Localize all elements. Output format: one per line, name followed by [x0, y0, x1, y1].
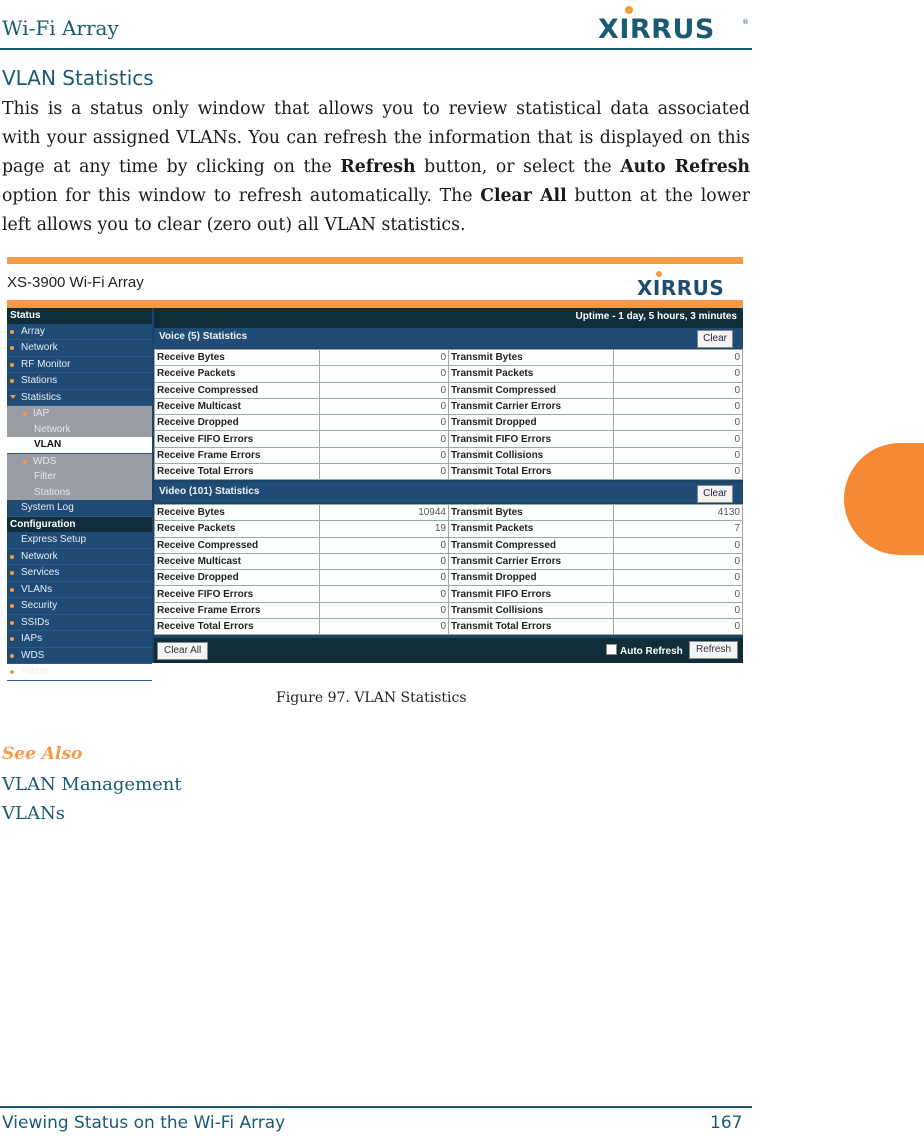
rx-label: Receive Compressed — [155, 537, 320, 553]
footer-chapter-title: Viewing Status on the Wi-Fi Array — [2, 1113, 286, 1133]
sidebar-item-filter[interactable] — [7, 469, 152, 485]
rx-value: 0 — [320, 447, 449, 463]
sidebar-item-label: Express Setup — [21, 534, 87, 545]
tx-value: 0 — [614, 431, 743, 447]
sidebar-item-label: Status — [10, 310, 41, 321]
rx-label: Receive Frame Errors — [155, 602, 320, 618]
stats-table — [154, 349, 743, 480]
sidebar-item-stations[interactable] — [7, 373, 152, 390]
group-title: Voice (5) Statistics — [159, 331, 248, 342]
tx-value: 0 — [614, 586, 743, 602]
sidebar-item-label: Stations — [34, 486, 71, 498]
app-main — [7, 308, 743, 677]
bullet-icon — [10, 330, 14, 334]
tx-label: Transmit Packets — [449, 521, 614, 537]
bullet-icon — [10, 670, 14, 674]
clear-all-button[interactable]: Clear All — [157, 642, 208, 660]
figure-caption: Figure 97. VLAN Statistics — [276, 690, 467, 706]
tx-label: Transmit Packets — [449, 366, 614, 382]
tx-label: Transmit FIFO Errors — [449, 586, 614, 602]
tx-label: Transmit Carrier Errors — [449, 398, 614, 414]
rx-label: Receive Multicast — [155, 398, 320, 414]
stats-group-header — [154, 483, 743, 503]
rx-value: 19 — [320, 521, 449, 537]
uptime-text: Uptime - 1 day, 5 hours, 3 minutes — [575, 311, 737, 322]
bullet-icon — [10, 621, 14, 625]
logo-dot-icon — [625, 6, 633, 14]
sidebar-item-security[interactable] — [7, 598, 152, 615]
tx-label: Transmit Total Errors — [449, 619, 614, 635]
bullet-icon — [23, 460, 27, 464]
bold-term: Refresh — [340, 157, 416, 177]
section-title: VLAN Statistics — [2, 66, 154, 90]
body-paragraph — [2, 95, 750, 240]
tx-value: 0 — [614, 366, 743, 382]
sidebar-item-label: VLAN — [34, 439, 62, 450]
stats-table — [154, 504, 743, 635]
top-orange-bar — [7, 257, 743, 264]
link-vlans[interactable]: VLANs — [2, 803, 65, 824]
tx-label: Transmit Collisions — [449, 447, 614, 463]
bullet-icon — [10, 379, 14, 383]
app-logo-text: XIRRUS — [637, 276, 725, 300]
rx-value: 0 — [320, 602, 449, 618]
rx-value: 0 — [320, 570, 449, 586]
chapter-tab-marker — [844, 443, 924, 555]
sidebar-item-label: System Log — [21, 502, 74, 513]
sidebar-item-label: Statistics — [21, 391, 62, 403]
rx-label: Receive Packets — [155, 521, 320, 537]
tx-value: 0 — [614, 570, 743, 586]
paragraph-text: option for this window to refresh automatically. The — [2, 186, 481, 206]
bullet-icon — [10, 346, 14, 350]
sidebar-nav — [7, 308, 152, 677]
tx-value: 7 — [614, 521, 743, 537]
table-row — [155, 602, 743, 618]
tx-label: Transmit FIFO Errors — [449, 431, 614, 447]
rx-label: Receive Dropped — [155, 570, 320, 586]
sidebar-item-label: Security — [21, 600, 58, 611]
rx-label: Receive Compressed — [155, 382, 320, 398]
clear-button[interactable]: Clear — [697, 485, 733, 503]
sidebar-item-label: Network — [21, 550, 58, 562]
table-row — [155, 586, 743, 602]
tx-value: 0 — [614, 602, 743, 618]
tx-value: 0 — [614, 553, 743, 569]
sidebar-item-vlan[interactable] — [7, 437, 152, 454]
link-vlan-management[interactable]: VLAN Management — [2, 774, 182, 795]
table-row — [155, 382, 743, 398]
tx-label: Transmit Dropped — [449, 570, 614, 586]
sidebar-item-label: WDS — [21, 649, 45, 661]
sidebar-item-label: IAPs — [21, 633, 43, 644]
tx-value: 0 — [614, 537, 743, 553]
refresh-button[interactable]: Refresh — [689, 641, 738, 659]
tx-label: Transmit Carrier Errors — [449, 553, 614, 569]
sidebar-section-header — [7, 308, 152, 324]
header-divider — [0, 48, 752, 50]
tx-label: Transmit Bytes — [449, 505, 614, 521]
tx-label: Transmit Compressed — [449, 537, 614, 553]
sidebar-section-header — [7, 517, 152, 533]
bullet-icon — [10, 363, 14, 367]
sidebar-item-label: IAP — [33, 408, 50, 419]
sidebar-item-statistics[interactable] — [7, 390, 152, 407]
bullet-icon — [10, 637, 14, 641]
rx-label: Receive Bytes — [155, 350, 320, 366]
sidebar-item-label: SSIDs — [21, 616, 50, 628]
table-row — [155, 464, 743, 480]
tx-value: 0 — [614, 398, 743, 414]
page-number: 167 — [710, 1113, 743, 1133]
table-row — [155, 619, 743, 635]
sidebar-item-stations[interactable] — [7, 485, 152, 501]
sidebar-item-label: Configuration — [10, 518, 76, 530]
bullet-icon — [10, 604, 14, 608]
bold-term: Clear All — [480, 186, 567, 206]
bullet-icon — [10, 555, 14, 559]
sidebar-item-vlans[interactable] — [7, 582, 152, 599]
sidebar-item-label: Services — [21, 567, 60, 578]
tx-label: Transmit Bytes — [449, 350, 614, 366]
auto-refresh-label: Auto Refresh — [620, 646, 683, 657]
rx-label: Receive Total Errors — [155, 619, 320, 635]
xirrus-logo — [598, 6, 749, 45]
paragraph-text: button at the lower left allows you to clear (zero out) all VLAN statistics. — [2, 186, 750, 235]
table-row — [155, 398, 743, 414]
rx-value: 0 — [320, 366, 449, 382]
table-row — [155, 553, 743, 569]
rx-value: 0 — [320, 415, 449, 431]
sidebar-item-network[interactable] — [7, 549, 152, 566]
rx-value: 10944 — [320, 505, 449, 521]
sidebar-item-filters[interactable] — [7, 664, 152, 681]
stats-footer-bar — [154, 638, 743, 663]
see-also-heading: See Also — [2, 744, 83, 764]
rx-label: Receive Dropped — [155, 415, 320, 431]
sidebar-item-array[interactable] — [7, 324, 152, 341]
table-row — [155, 505, 743, 521]
auto-refresh-toggle[interactable] — [606, 644, 683, 657]
tx-value: 0 — [614, 464, 743, 480]
sidebar-item-label: Filter — [34, 471, 57, 482]
sidebar-item-wds[interactable] — [7, 454, 152, 470]
table-row — [155, 350, 743, 366]
sidebar-item-label: Array — [21, 325, 45, 337]
sidebar-item-iaps[interactable] — [7, 631, 152, 648]
table-row — [155, 366, 743, 382]
rx-value: 0 — [320, 382, 449, 398]
rx-label: Receive FIFO Errors — [155, 586, 320, 602]
rx-label: Receive Frame Errors — [155, 447, 320, 463]
rx-value: 0 — [320, 431, 449, 447]
rx-label: Receive Packets — [155, 366, 320, 382]
rx-value: 0 — [320, 619, 449, 635]
tx-label: Transmit Compressed — [449, 382, 614, 398]
sidebar-item-iap[interactable] — [7, 406, 152, 422]
table-row — [155, 431, 743, 447]
table-row — [155, 537, 743, 553]
figure-screenshot — [7, 257, 743, 677]
tx-value: 0 — [614, 382, 743, 398]
logo-registered-mark: ® — [742, 18, 749, 26]
rx-value: 0 — [320, 398, 449, 414]
rx-label: Receive Bytes — [155, 505, 320, 521]
auto-refresh-checkbox[interactable] — [606, 644, 617, 655]
paragraph-text: This is a status only window that allows you to review statistical data associated with your assigned VLANs. You can refresh the information that is displayed on this page at any time by clicking on the — [2, 99, 750, 177]
tx-label: Transmit Total Errors — [449, 464, 614, 480]
rx-value: 0 — [320, 553, 449, 569]
sidebar-item-label: Stations — [21, 375, 58, 386]
expand-arrow-icon — [10, 395, 16, 399]
tx-label: Transmit Collisions — [449, 602, 614, 618]
sidebar-item-wds[interactable] — [7, 648, 152, 665]
rx-value: 0 — [320, 586, 449, 602]
tx-value: 0 — [614, 415, 743, 431]
document-header-title: Wi-Fi Array — [2, 16, 119, 40]
paragraph-text: button, or select the — [415, 157, 621, 177]
rx-label: Receive Total Errors — [155, 464, 320, 480]
rx-value: 0 — [320, 537, 449, 553]
sidebar-item-label: WDS — [33, 455, 57, 467]
sidebar-item-label: VLANs — [21, 583, 53, 595]
sidebar-item-network[interactable] — [7, 340, 152, 357]
bullet-icon — [10, 571, 14, 575]
tx-value: 0 — [614, 447, 743, 463]
tx-value: 4130 — [614, 505, 743, 521]
sidebar-item-label: Network — [34, 423, 71, 435]
tx-value: 0 — [614, 350, 743, 366]
clear-button[interactable]: Clear — [697, 330, 733, 348]
sidebar-item-label: Network — [21, 342, 58, 353]
secondary-orange-bar — [7, 300, 743, 308]
sidebar-item-label: RF Monitor — [21, 358, 71, 370]
stats-content — [154, 308, 743, 663]
sidebar-item-services[interactable] — [7, 565, 152, 582]
table-row — [155, 415, 743, 431]
sidebar-item-system-log[interactable] — [7, 500, 152, 517]
bullet-icon — [10, 588, 14, 592]
app-title: XS-3900 Wi-Fi Array — [7, 274, 144, 291]
footer-divider — [0, 1106, 752, 1108]
sidebar-item-rf-monitor[interactable] — [7, 357, 152, 374]
bullet-icon — [23, 412, 27, 416]
rx-label: Receive Multicast — [155, 553, 320, 569]
bullet-icon — [10, 654, 14, 658]
group-title: Video (101) Statistics — [159, 486, 260, 497]
table-row — [155, 447, 743, 463]
rx-value: 0 — [320, 464, 449, 480]
rx-label: Receive FIFO Errors — [155, 431, 320, 447]
logo-text: XIRRUS — [598, 14, 715, 45]
sidebar-item-ssids[interactable] — [7, 615, 152, 632]
stats-group-header — [154, 328, 743, 348]
sidebar-item-network[interactable] — [7, 422, 152, 438]
rx-value: 0 — [320, 350, 449, 366]
tx-value: 0 — [614, 619, 743, 635]
table-row — [155, 521, 743, 537]
sidebar-item-label: Filters — [21, 666, 49, 677]
uptime-bar — [154, 308, 743, 328]
table-row — [155, 570, 743, 586]
sidebar-item-express-setup[interactable] — [7, 532, 152, 549]
tx-label: Transmit Dropped — [449, 415, 614, 431]
bold-term: Auto Refresh — [620, 157, 750, 177]
app-logo — [637, 270, 743, 298]
